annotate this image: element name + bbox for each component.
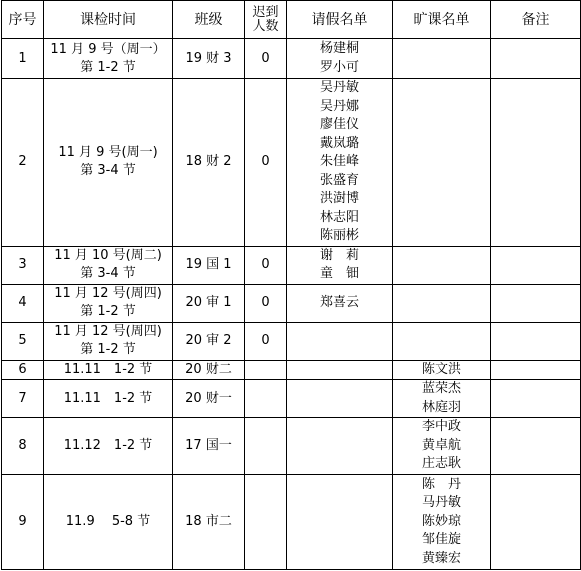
cell-time-line: 11 月 9 号（周一） [50,41,166,57]
table-row [2,360,581,380]
cell-time-line: 11.9 5-8 节 [65,514,151,529]
cell-absent [393,475,491,570]
cell-leave-name: 张盛育 [319,172,359,188]
cell-seq: 4 [2,284,44,322]
cell-class: 17 国一 [173,418,245,475]
cell-leave [287,322,393,360]
cell-seq: 5 [2,322,44,360]
cell-time [44,380,173,418]
cell-class: 19 财 3 [173,39,245,79]
cell-leave-name: 吴丹敏 [319,80,359,95]
cell-seq: 7 [2,380,44,418]
header-class: 班级 [173,1,245,39]
cell-absent-name: 马丹敏 [421,495,461,511]
cell-time [44,284,173,322]
cell-leave-name: 童 钿 [319,266,359,281]
cell-time [44,322,173,360]
header-late: 迟到人数 [245,1,287,39]
cell-absent-name: 邹佳旋 [421,532,461,548]
cell-absent [393,360,491,380]
cell-absent-name: 黄臻宏 [421,550,461,566]
cell-absent [393,246,491,284]
cell-late: 0 [245,246,287,284]
table-row [2,39,581,79]
cell-absent [393,79,491,247]
cell-time [44,246,173,284]
header-row [2,1,581,39]
cell-class: 20 财一 [173,380,245,418]
cell-time-line: 11.12 1-2 节 [63,438,153,453]
cell-class: 20 财二 [173,360,245,380]
cell-late [245,380,287,418]
cell-leave [287,360,393,380]
cell-absent-name: 陈 丹 [421,476,461,492]
cell-absent [393,39,491,79]
cell-seq: 8 [2,418,44,475]
cell-time-line: 第 1-2 节 [80,342,136,357]
header-absent: 旷课名单 [393,1,491,39]
cell-leave-name: 杨建桐 [319,41,359,56]
cell-note [491,360,581,380]
cell-seq: 2 [2,79,44,247]
cell-absent-name: 黄卓航 [421,437,461,453]
table-row [2,475,581,570]
inspection-table [1,0,581,570]
cell-time-line: 第 1-2 节 [80,304,136,319]
cell-absent [393,418,491,475]
cell-seq: 1 [2,39,44,79]
table-row [2,322,581,360]
cell-time [44,418,173,475]
cell-note [491,284,581,322]
cell-leave [287,475,393,570]
cell-time-line: 第 3-4 节 [80,266,136,281]
cell-time-line: 11 月 12 号(周四) [54,324,162,339]
cell-time-line: 11.11 1-2 节 [63,361,153,377]
cell-leave [287,39,393,79]
cell-seq: 3 [2,246,44,284]
cell-absent [393,322,491,360]
cell-class: 18 财 2 [173,79,245,247]
cell-leave-name: 廖佳仪 [319,117,359,132]
cell-leave-name: 林志阳 [319,209,359,225]
cell-leave [287,79,393,247]
cell-leave [287,246,393,284]
cell-leave-name: 谢 莉 [319,247,359,263]
cell-leave-name: 郑喜云 [319,294,359,310]
cell-class: 18 市二 [173,475,245,570]
cell-leave [287,284,393,322]
table-row [2,246,581,284]
cell-note [491,246,581,284]
cell-note [491,79,581,247]
cell-time-line: 第 1-2 节 [80,59,136,75]
cell-time-line: 11 月 12 号(周四) [54,286,162,301]
cell-time-line: 11 月 10 号(周二) [54,248,162,263]
cell-absent-name: 蓝荣杰 [421,381,461,396]
cell-leave-name: 吴丹娜 [319,98,359,114]
cell-leave-name: 戴岚璐 [319,135,359,151]
cell-leave [287,380,393,418]
cell-absent [393,284,491,322]
cell-late: 0 [245,79,287,247]
cell-absent-name: 庄志耿 [421,456,461,472]
cell-time [44,79,173,247]
header-leave: 请假名单 [287,1,393,39]
cell-absent-name: 陈文洪 [421,361,461,377]
cell-class: 19 国 1 [173,246,245,284]
cell-seq: 9 [2,475,44,570]
cell-late [245,360,287,380]
table-row [2,418,581,475]
cell-late: 0 [245,284,287,322]
table-row [2,79,581,247]
cell-late [245,475,287,570]
cell-time [44,475,173,570]
cell-leave-name: 陈丽彬 [319,228,359,243]
cell-time-line: 第 3-4 节 [80,163,136,179]
header-time: 课检时间 [44,1,173,39]
table-row [2,380,581,418]
cell-time [44,39,173,79]
header-note: 备注 [491,1,581,39]
cell-seq: 6 [2,360,44,380]
cell-late: 0 [245,322,287,360]
cell-note [491,380,581,418]
cell-class: 20 审 2 [173,322,245,360]
cell-note [491,39,581,79]
cell-absent-name: 陈妙琼 [421,513,461,529]
cell-time-line: 11 月 9 号(周一) [58,145,158,161]
cell-absent-name: 林庭羽 [421,399,461,415]
cell-late [245,418,287,475]
cell-leave-name: 朱佳峰 [319,154,359,169]
cell-leave-name: 洪澍博 [319,191,359,206]
cell-note [491,475,581,570]
cell-time-line: 11.11 1-2 节 [63,390,153,406]
cell-time [44,360,173,380]
cell-absent-name: 李中政 [421,419,461,435]
header-seq: 序号 [2,1,44,39]
cell-late: 0 [245,39,287,79]
cell-note [491,418,581,475]
cell-leave-name: 罗小可 [319,59,359,75]
cell-note [491,322,581,360]
table-row [2,284,581,322]
cell-class: 20 审 1 [173,284,245,322]
table-body [2,39,581,570]
cell-leave [287,418,393,475]
cell-absent [393,380,491,418]
